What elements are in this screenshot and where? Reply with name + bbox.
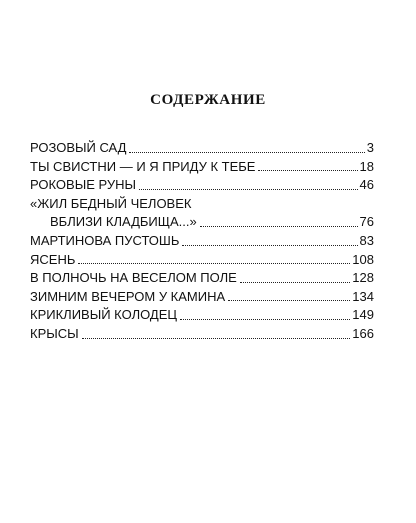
dot-leader	[258, 169, 357, 171]
toc-entry-title: В ПОЛНОЧЬ НА ВЕСЕЛОМ ПОЛЕ	[30, 269, 240, 288]
toc-entry-title-line2: ВБЛИЗИ КЛАДБИЩА...»	[30, 213, 200, 232]
dot-leader	[139, 188, 357, 190]
dot-leader	[82, 337, 351, 339]
toc-entry	[30, 158, 374, 177]
toc-entry-title: КРИКЛИВЫЙ КОЛОДЕЦ	[30, 306, 180, 325]
toc-entry	[30, 306, 374, 325]
dot-leader	[200, 225, 358, 227]
dot-leader	[182, 244, 357, 246]
toc-entry-title: ЗИМНИМ ВЕЧЕРОМ У КАМИНА	[30, 288, 228, 307]
table-of-contents	[30, 139, 374, 344]
toc-entry	[30, 232, 374, 251]
toc-entry-page: 83	[358, 232, 374, 251]
toc-entry-page: 18	[358, 158, 374, 177]
toc-entry-title-line1: «ЖИЛ БЕДНЫЙ ЧЕЛОВЕК	[30, 195, 192, 211]
toc-entry-title: ЯСЕНЬ	[30, 251, 78, 270]
toc-entry-title: РОЗОВЫЙ САД	[30, 139, 129, 158]
toc-entry	[30, 269, 374, 288]
toc-entry-page: 46	[358, 176, 374, 195]
toc-entry-page: 128	[350, 269, 374, 288]
toc-entry-page: 3	[365, 139, 374, 158]
toc-entry-title: ТЫ СВИСТНИ — И Я ПРИДУ К ТЕБЕ	[30, 158, 258, 177]
toc-entry	[30, 325, 374, 344]
toc-entry	[30, 288, 374, 307]
toc-entry-page: 149	[350, 306, 374, 325]
dot-leader	[228, 299, 350, 301]
toc-entry	[30, 139, 374, 158]
dot-leader	[78, 262, 350, 264]
toc-entry-title: РОКОВЫЕ РУНЫ	[30, 176, 139, 195]
toc-entry-page: 108	[350, 251, 374, 270]
toc-entry	[30, 176, 374, 195]
toc-entry-title: КРЫСЫ	[30, 325, 82, 344]
toc-entry	[30, 251, 374, 270]
toc-entry	[30, 195, 374, 232]
dot-leader	[180, 318, 350, 320]
toc-entry-page: 134	[350, 288, 374, 307]
toc-entry-page: 76	[358, 213, 374, 232]
toc-entry-page: 166	[350, 325, 374, 344]
dot-leader	[240, 281, 350, 283]
toc-entry-title: МАРТИНОВА ПУСТОШЬ	[30, 232, 182, 251]
dot-leader	[129, 151, 364, 153]
page-title: СОДЕРЖАНИЕ	[150, 92, 266, 108]
